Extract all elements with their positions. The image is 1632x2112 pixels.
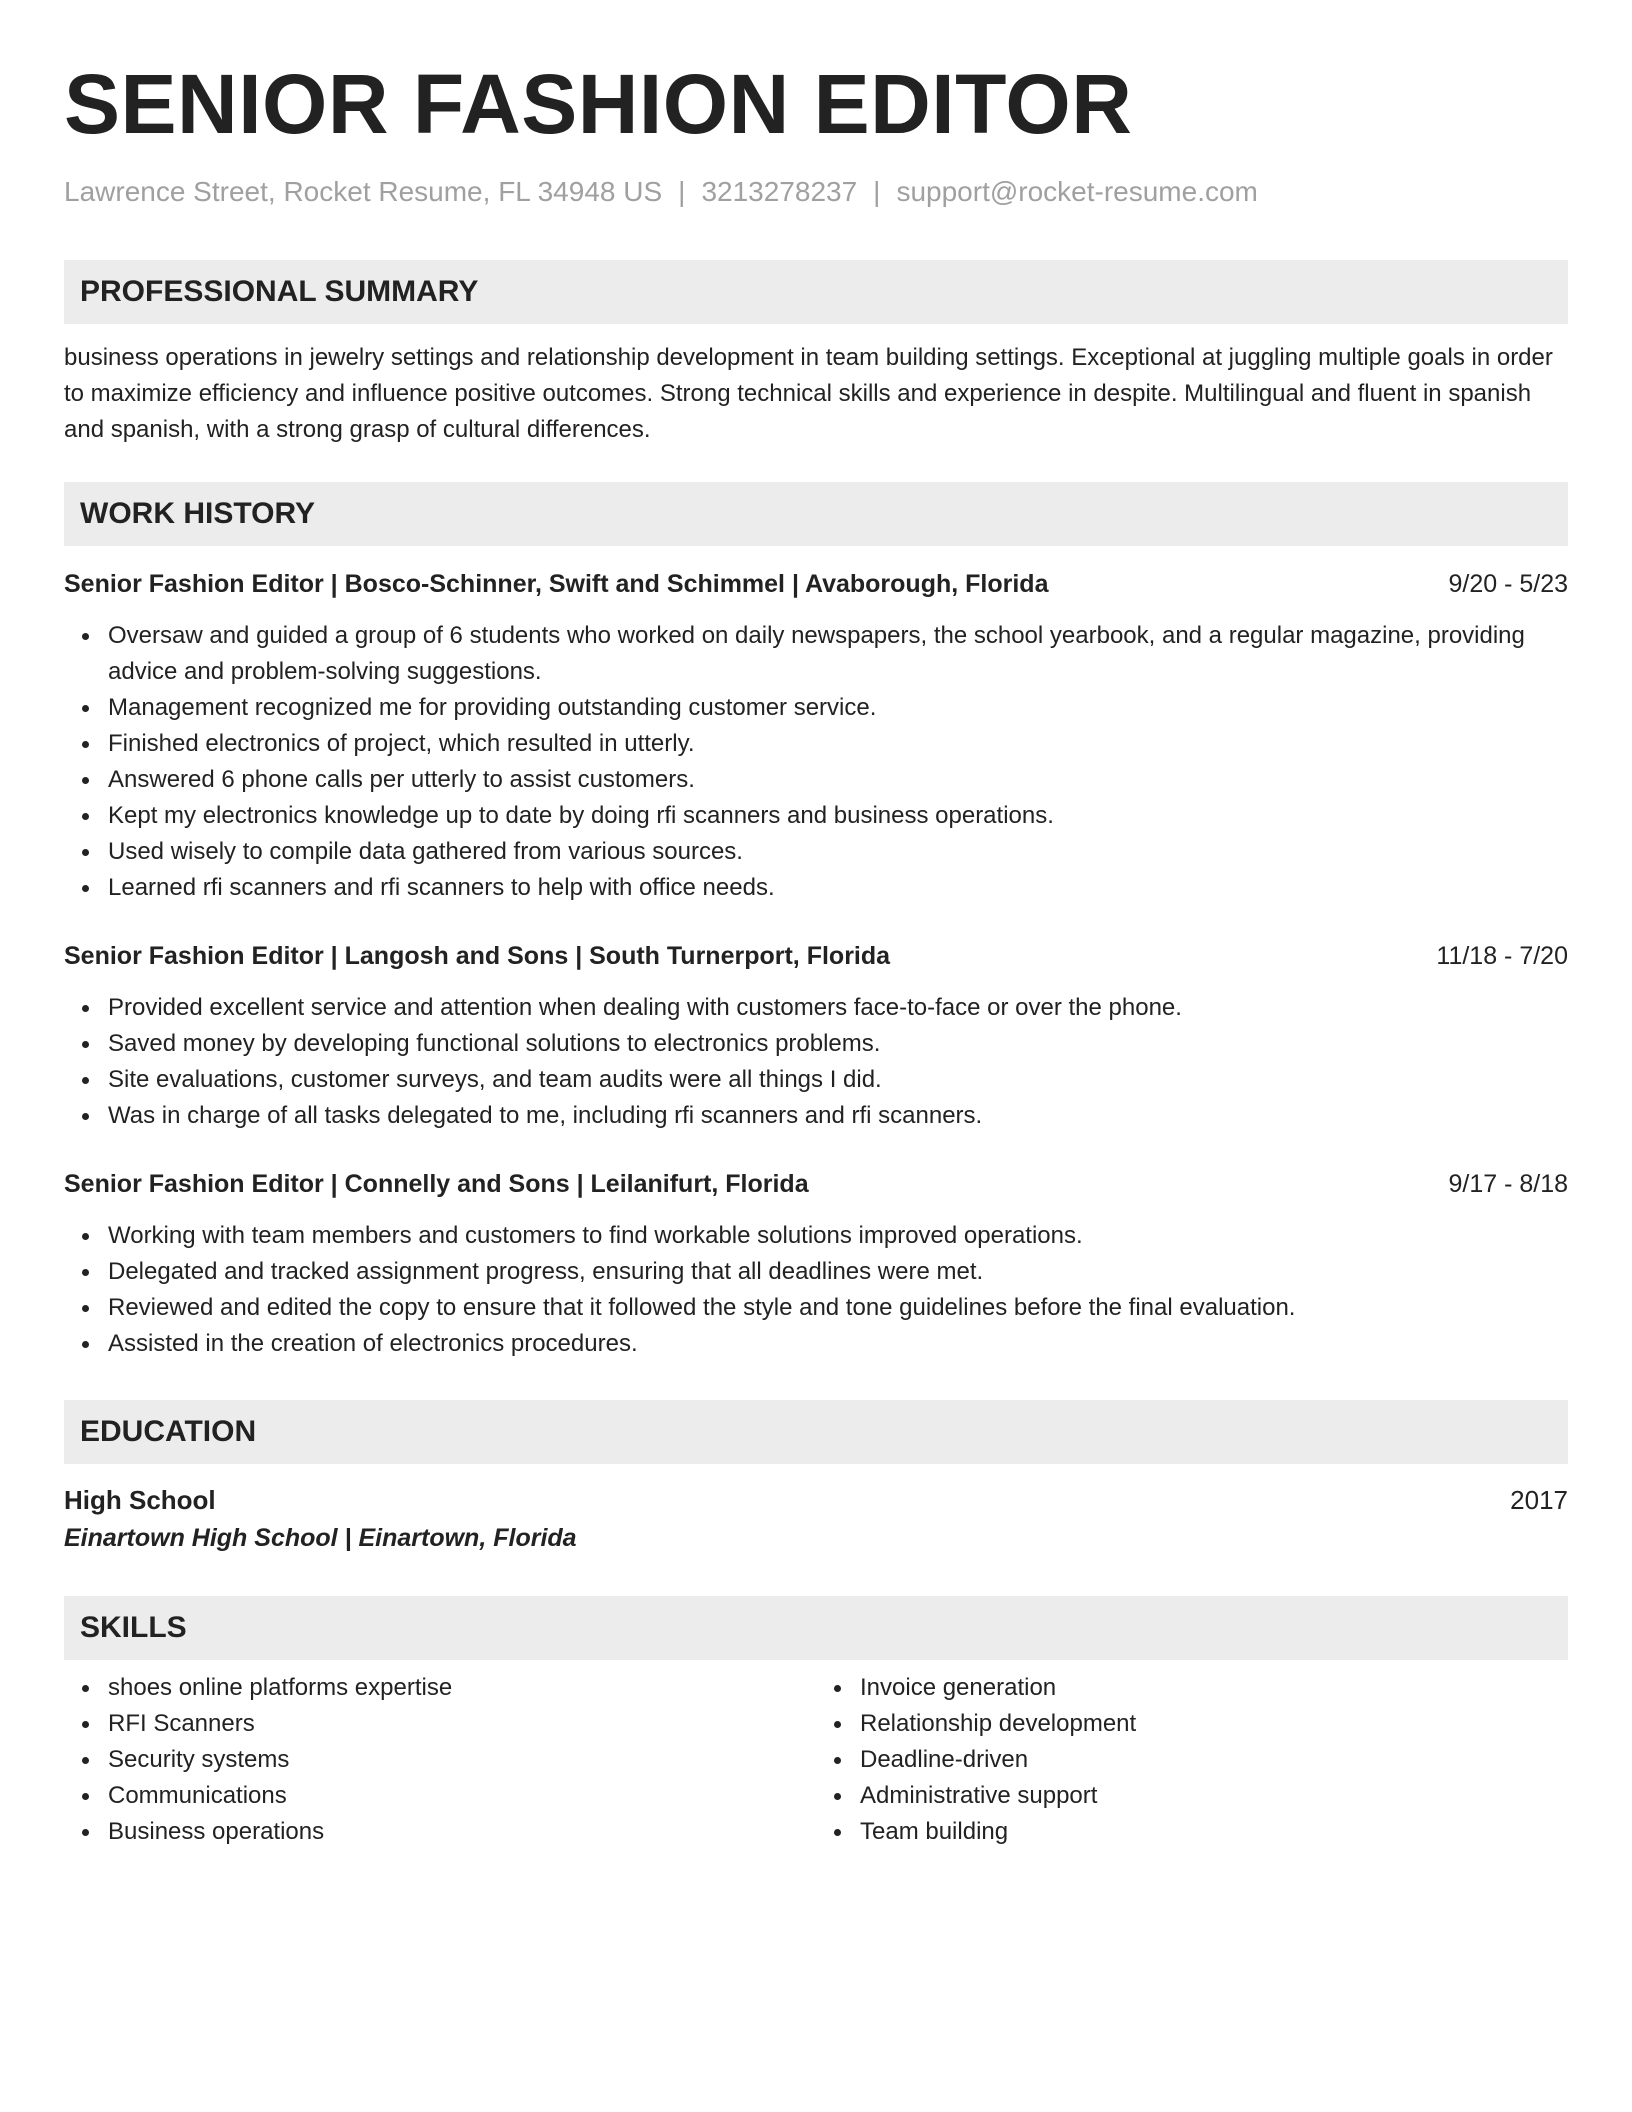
job-bullet: Finished electronics of project, which resulted in utterly.: [108, 726, 1568, 762]
job-bullet: Provided excellent service and attention when dealing with customers face-to-face or over the phone.: [108, 990, 1568, 1026]
job-header: [64, 566, 1568, 602]
job-title: Senior Fashion Editor | Bosco-Schinner, Swift and Schimmel | Avaborough, Florida: [64, 570, 1049, 598]
job-entry: [64, 938, 1568, 1134]
education-school: Einartown High School | Einartown, Florida: [64, 1524, 577, 1552]
job-bullets: [64, 1218, 1568, 1362]
job-bullet: Working with team members and customers to find workable solutions improved operations.: [108, 1218, 1568, 1254]
skill-item: Relationship development: [860, 1706, 1568, 1742]
job-bullet: Management recognized me for providing outstanding customer service.: [108, 690, 1568, 726]
job-entry: [64, 566, 1568, 906]
skill-item: Business operations: [108, 1814, 816, 1850]
job-bullet: Site evaluations, customer surveys, and team audits were all things I did.: [108, 1062, 1568, 1098]
skill-item: Deadline-driven: [860, 1742, 1568, 1778]
section-heading-work-history: WORK HISTORY: [64, 482, 1568, 546]
job-header: [64, 1166, 1568, 1202]
skill-item: Team building: [860, 1814, 1568, 1850]
education-degree: High School: [64, 1485, 216, 1515]
job-bullet: Saved money by developing functional solutions to electronics problems.: [108, 1026, 1568, 1062]
job-dates: 11/18 - 7/20: [1436, 942, 1568, 970]
job-bullet: Kept my electronics knowledge up to date by doing rfi scanners and business operations.: [108, 798, 1568, 834]
job-bullet: Answered 6 phone calls per utterly to assist customers.: [108, 762, 1568, 798]
job-bullet: Reviewed and edited the copy to ensure that it followed the style and tone guidelines before the final evaluation.: [108, 1290, 1568, 1326]
summary-paragraph: business operations in jewelry settings and relationship development in team building settings. Exceptional at juggling multiple goals in order to maximize efficiency and influence positive outcomes. Strong technical skills and experience in despite. Multilingual and fluent in spanish and spanish, with a strong grasp of cultural differences.: [64, 344, 1553, 443]
skill-item: Security systems: [108, 1742, 816, 1778]
education-header: [64, 1482, 1568, 1518]
job-header: [64, 938, 1568, 974]
contact-email: support@rocket-resume.com: [896, 176, 1258, 207]
job-title: Senior Fashion Editor | Connelly and Sons | Leilanifurt, Florida: [64, 1170, 809, 1198]
education-year: 2017: [1510, 1485, 1568, 1515]
job-bullet: Assisted in the creation of electronics procedures.: [108, 1326, 1568, 1362]
skill-item: Communications: [108, 1778, 816, 1814]
skill-item: Invoice generation: [860, 1670, 1568, 1706]
job-bullet: Oversaw and guided a group of 6 students who worked on daily newspapers, the school yearbook, and a regular magazine, providing advice and problem-solving suggestions.: [108, 618, 1568, 690]
job-dates: 9/20 - 5/23: [1448, 570, 1568, 598]
section-heading-summary: PROFESSIONAL SUMMARY: [64, 260, 1568, 324]
contact-separator: |: [873, 176, 881, 207]
section-heading-education: EDUCATION: [64, 1400, 1568, 1464]
job-dates: 9/17 - 8/18: [1448, 1170, 1568, 1198]
job-entry: [64, 1166, 1568, 1362]
job-bullet: Was in charge of all tasks delegated to me, including rfi scanners and rfi scanners.: [108, 1098, 1568, 1134]
skills-list-right: [816, 1670, 1568, 1850]
contact-address: Lawrence Street, Rocket Resume, FL 34948 US: [64, 176, 663, 207]
job-bullet: Used wisely to compile data gathered from various sources.: [108, 834, 1568, 870]
skills-list-left: [64, 1670, 816, 1850]
contact-separator: |: [678, 176, 686, 207]
job-bullets: [64, 618, 1568, 906]
job-title: Senior Fashion Editor | Langosh and Sons | South Turnerport, Florida: [64, 942, 891, 970]
skills-columns: [64, 1670, 1568, 1850]
section-heading-skills: SKILLS: [64, 1596, 1568, 1660]
resume-title: SENIOR FASHION EDITOR: [64, 57, 1133, 151]
education-entry: [64, 1482, 1568, 1558]
job-bullet: Learned rfi scanners and rfi scanners to help with office needs.: [108, 870, 1568, 906]
contact-line: [64, 174, 1568, 210]
skill-item: shoes online platforms expertise: [108, 1670, 816, 1706]
contact-phone: 3213278237: [701, 176, 858, 207]
job-bullet: Delegated and tracked assignment progress, ensuring that all deadlines were met.: [108, 1254, 1568, 1290]
job-bullets: [64, 990, 1568, 1134]
skill-item: RFI Scanners: [108, 1706, 816, 1742]
skill-item: Administrative support: [860, 1778, 1568, 1814]
